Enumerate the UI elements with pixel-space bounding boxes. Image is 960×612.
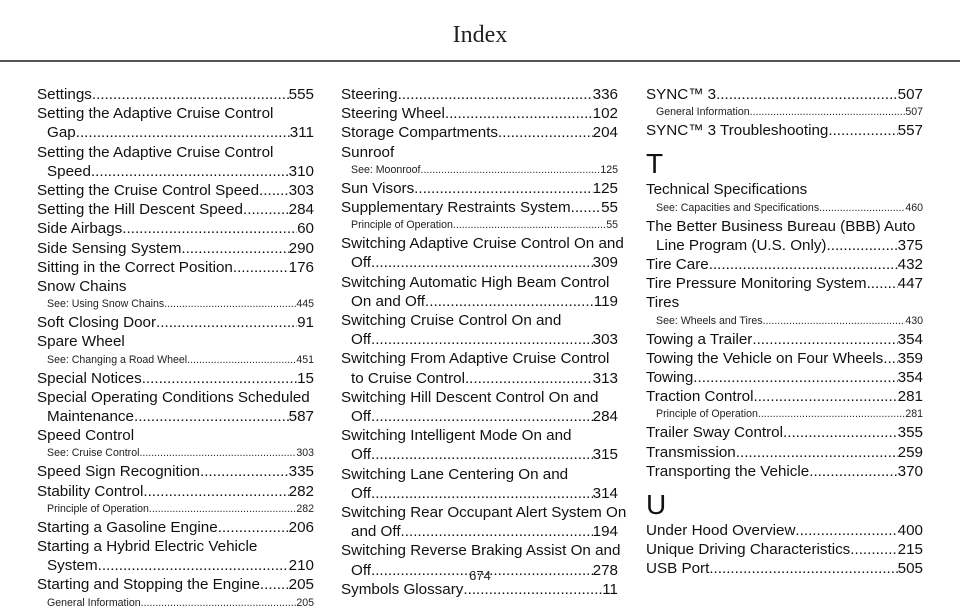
index-entry-heading: Switching Intelligent Mode On and bbox=[341, 427, 572, 445]
dot-leader bbox=[156, 313, 297, 332]
page-reference: 15 bbox=[297, 369, 314, 387]
entry-text: Setting the Cruise Control Speed bbox=[37, 182, 260, 200]
entry-text: Gap bbox=[47, 124, 76, 142]
index-entry-heading: Special Operating Conditions Scheduled bbox=[37, 388, 310, 406]
page-reference: 313 bbox=[592, 369, 618, 387]
index-entry bbox=[341, 445, 618, 464]
index-entry bbox=[646, 368, 923, 387]
entry-text: Towing the Vehicle on Four Wheels bbox=[646, 349, 884, 367]
page-title: Index bbox=[452, 22, 508, 48]
entry-text: General Information bbox=[47, 596, 141, 609]
dot-leader bbox=[819, 200, 905, 217]
index-entry-heading: Switching Cruise Control On and bbox=[341, 312, 562, 330]
dot-leader bbox=[141, 595, 297, 612]
index-entry bbox=[37, 482, 314, 501]
page-reference: 194 bbox=[592, 523, 618, 541]
entry-text: Line Program (U.S. Only) bbox=[656, 236, 827, 254]
page-reference: 336 bbox=[592, 86, 618, 103]
page-reference: 55 bbox=[601, 199, 618, 217]
entry-text: See: Wheels and Tires bbox=[656, 314, 763, 327]
page-reference: 278 bbox=[592, 561, 618, 579]
entry-text: Principle of Operation bbox=[656, 408, 758, 421]
dot-leader bbox=[371, 330, 593, 349]
index-entry bbox=[37, 518, 314, 537]
entry-text: Transmission bbox=[646, 443, 736, 461]
page-reference: 309 bbox=[592, 254, 618, 272]
index-entry-heading: Setting the Adaptive Cruise Control bbox=[37, 143, 274, 161]
index-entry-heading: Switching Rear Occupant Alert System On bbox=[341, 504, 627, 522]
page-reference: 311 bbox=[289, 124, 314, 142]
entry-text: See: Cruise Control bbox=[47, 447, 140, 460]
dot-leader bbox=[716, 85, 898, 104]
index-entry-heading: Switching Reverse Braking Assist On and bbox=[341, 542, 621, 560]
index-entry-heading: Switching Hill Descent Control On and bbox=[341, 388, 599, 406]
entry-text: Sitting in the Correct Position bbox=[37, 258, 233, 276]
page-reference: 210 bbox=[288, 557, 314, 575]
index-entry-heading: Tires bbox=[646, 294, 680, 312]
entry-text: Off bbox=[351, 331, 371, 349]
section-letter: T bbox=[646, 148, 664, 180]
entry-text: to Cruise Control bbox=[351, 369, 465, 387]
index-subentry bbox=[37, 296, 314, 313]
index-entry-heading: Switching Lane Centering On and bbox=[341, 465, 569, 483]
page-reference: 60 bbox=[297, 220, 314, 238]
index-entry-heading: Switching Automatic High Beam Control bbox=[341, 273, 610, 291]
index-entry-heading: Sunroof bbox=[341, 143, 395, 161]
page-reference: 282 bbox=[296, 502, 314, 515]
index-entry bbox=[341, 522, 618, 541]
entry-text: System bbox=[47, 557, 98, 575]
entry-text: Sun Visors bbox=[341, 179, 415, 197]
entry-text: Unique Driving Characteristics bbox=[646, 541, 851, 559]
index-entry bbox=[37, 162, 314, 181]
index-entry bbox=[646, 255, 923, 274]
entry-text: Setting the Hill Descent Speed bbox=[37, 201, 243, 219]
page-reference: 55 bbox=[606, 219, 618, 232]
dot-leader bbox=[795, 521, 897, 540]
dot-leader bbox=[92, 85, 289, 104]
index-entry-heading: The Better Business Bureau (BBB) Auto bbox=[646, 217, 916, 235]
entry-text: Tire Care bbox=[646, 256, 709, 274]
header-divider bbox=[0, 60, 960, 62]
page-reference: 125 bbox=[592, 179, 618, 197]
index-column-2 bbox=[341, 85, 627, 599]
index-entry bbox=[646, 349, 923, 368]
index-subentry bbox=[37, 445, 314, 462]
entry-text: Tire Pressure Monitoring System bbox=[646, 275, 867, 293]
dot-leader bbox=[753, 387, 897, 406]
entry-text: Storage Compartments bbox=[341, 124, 499, 142]
entry-text: Trailer Sway Control bbox=[646, 424, 784, 442]
page-reference: 335 bbox=[288, 463, 314, 481]
entry-text: SYNC™ 3 Troubleshooting bbox=[646, 122, 829, 140]
page-reference: 354 bbox=[897, 330, 923, 348]
index-entry bbox=[37, 462, 314, 481]
page-reference: 505 bbox=[897, 560, 923, 578]
index-column-3 bbox=[646, 85, 923, 579]
page-reference: 557 bbox=[897, 122, 923, 140]
page-reference: 91 bbox=[297, 314, 314, 332]
dot-leader bbox=[143, 482, 288, 501]
page-reference: 430 bbox=[905, 314, 923, 327]
entry-text: Side Airbags bbox=[37, 220, 123, 238]
page-reference: 290 bbox=[288, 239, 314, 257]
index-entry bbox=[646, 274, 923, 293]
index-entry bbox=[646, 85, 923, 104]
index-entry bbox=[341, 85, 618, 104]
index-entry-heading: Technical Specifications bbox=[646, 181, 808, 199]
page-reference: 355 bbox=[897, 424, 923, 442]
page-reference: 215 bbox=[897, 541, 923, 559]
dot-leader bbox=[401, 522, 593, 541]
entry-text: Steering bbox=[341, 86, 398, 103]
index-entry-heading: Spare Wheel bbox=[37, 333, 125, 351]
index-entry-heading: Setting the Adaptive Cruise Control bbox=[37, 105, 274, 123]
index-subentry bbox=[341, 217, 618, 234]
page-reference: 284 bbox=[592, 408, 618, 426]
dot-leader bbox=[736, 443, 898, 462]
dot-leader bbox=[414, 179, 592, 198]
page-reference: 281 bbox=[905, 408, 923, 421]
page-reference: 451 bbox=[296, 353, 314, 366]
section-letter: U bbox=[646, 489, 667, 521]
entry-text: Towing bbox=[646, 369, 694, 387]
page-reference: 176 bbox=[288, 258, 314, 276]
entry-text: Soft Closing Door bbox=[37, 314, 157, 332]
dot-leader bbox=[445, 104, 593, 123]
index-entry bbox=[341, 179, 618, 198]
page-reference: 125 bbox=[600, 163, 618, 176]
dot-leader bbox=[498, 123, 593, 142]
dot-leader bbox=[758, 406, 905, 423]
index-entry bbox=[341, 198, 618, 217]
dot-leader bbox=[827, 236, 898, 255]
entry-text: Special Notices bbox=[37, 369, 142, 387]
dot-leader bbox=[122, 219, 297, 238]
index-subentry bbox=[646, 406, 923, 423]
dot-leader bbox=[421, 162, 601, 179]
dot-leader bbox=[709, 255, 898, 274]
index-entry bbox=[341, 407, 618, 426]
dot-leader bbox=[371, 445, 593, 464]
entry-text: Stability Control bbox=[37, 482, 144, 500]
index-entry-heading: Speed Control bbox=[37, 427, 135, 445]
page-reference: 375 bbox=[897, 236, 923, 254]
page-reference: 400 bbox=[897, 522, 923, 540]
dot-leader bbox=[259, 181, 289, 200]
entry-text: Symbols Glossary bbox=[341, 580, 464, 598]
page-reference: 303 bbox=[592, 331, 618, 349]
page-reference: 359 bbox=[897, 349, 923, 367]
dot-leader bbox=[243, 200, 289, 219]
entry-text: Principle of Operation bbox=[351, 219, 453, 232]
page-reference: 447 bbox=[897, 275, 923, 293]
page-reference: 315 bbox=[592, 446, 618, 464]
index-entry bbox=[646, 540, 923, 559]
dot-leader bbox=[750, 104, 906, 121]
dot-leader bbox=[200, 462, 289, 481]
page-reference: 460 bbox=[905, 201, 923, 214]
index-entry bbox=[37, 407, 314, 426]
page-reference: 205 bbox=[288, 576, 314, 594]
entry-text: Under Hood Overview bbox=[646, 522, 796, 540]
page-reference: 432 bbox=[897, 256, 923, 274]
entry-text: USB Port bbox=[646, 560, 710, 578]
page-reference: 281 bbox=[897, 388, 923, 406]
index-entry bbox=[646, 236, 923, 255]
dot-leader bbox=[218, 518, 289, 537]
dot-leader bbox=[763, 313, 906, 330]
dot-leader bbox=[371, 484, 593, 503]
entry-text: Side Sensing System bbox=[37, 239, 182, 257]
page-reference: 119 bbox=[593, 292, 618, 310]
dot-leader bbox=[783, 423, 898, 442]
index-entry bbox=[341, 123, 618, 142]
index-entry bbox=[646, 443, 923, 462]
dot-leader bbox=[867, 274, 898, 293]
page-reference: 205 bbox=[296, 596, 314, 609]
page-reference: 282 bbox=[288, 482, 314, 500]
page-number: 674 bbox=[469, 568, 491, 583]
page-reference: 204 bbox=[592, 124, 618, 142]
dot-leader bbox=[139, 445, 296, 462]
entry-text: On and Off bbox=[351, 292, 426, 310]
entry-text: Starting and Stopping the Engine bbox=[37, 576, 260, 594]
index-entry bbox=[37, 200, 314, 219]
dot-leader bbox=[91, 162, 289, 181]
index-entry bbox=[37, 239, 314, 258]
entry-text: Starting a Gasoline Engine bbox=[37, 518, 218, 536]
entry-text: Off bbox=[351, 408, 371, 426]
index-entry bbox=[37, 181, 314, 200]
dot-leader bbox=[693, 368, 897, 387]
index-entry-heading: Starting a Hybrid Electric Vehicle bbox=[37, 538, 258, 556]
index-entry-heading: Snow Chains bbox=[37, 278, 127, 296]
dot-leader bbox=[425, 292, 594, 311]
entry-text: Off bbox=[351, 446, 371, 464]
page-reference: 206 bbox=[288, 518, 314, 536]
dot-leader bbox=[809, 462, 897, 481]
index-entry bbox=[341, 484, 618, 503]
entry-text: General Information bbox=[656, 106, 750, 119]
index-entry bbox=[646, 330, 923, 349]
index-entry bbox=[341, 330, 618, 349]
dot-leader bbox=[187, 352, 296, 369]
dot-leader bbox=[850, 540, 897, 559]
dot-leader bbox=[752, 330, 897, 349]
index-entry-heading: Switching From Adaptive Cruise Control bbox=[341, 350, 610, 368]
page-reference: 259 bbox=[897, 443, 923, 461]
dot-leader bbox=[465, 369, 593, 388]
dot-leader bbox=[181, 239, 288, 258]
index-entry-heading: Switching Adaptive Cruise Control On and bbox=[341, 235, 624, 253]
dot-leader bbox=[134, 407, 289, 426]
dot-leader bbox=[453, 217, 606, 234]
index-entry bbox=[341, 253, 618, 272]
entry-text: Settings bbox=[37, 86, 92, 103]
index-entry bbox=[341, 369, 618, 388]
entry-text: Off bbox=[351, 254, 371, 272]
index-subentry bbox=[37, 352, 314, 369]
entry-text: Steering Wheel bbox=[341, 105, 445, 123]
dot-leader bbox=[233, 258, 289, 277]
entry-text: and Off bbox=[351, 523, 401, 541]
entry-text: Principle of Operation bbox=[47, 502, 149, 515]
page-reference: 11 bbox=[602, 580, 618, 598]
dot-leader bbox=[571, 198, 602, 217]
entry-text: Speed bbox=[47, 162, 91, 180]
index-subentry bbox=[646, 200, 923, 217]
index-subentry bbox=[646, 104, 923, 121]
entry-text: Maintenance bbox=[47, 408, 134, 426]
page-reference: 587 bbox=[288, 408, 314, 426]
index-entry bbox=[646, 121, 923, 140]
entry-text: See: Capacities and Specifications bbox=[656, 201, 820, 214]
page-reference: 303 bbox=[288, 182, 314, 200]
dot-leader bbox=[828, 121, 897, 140]
dot-leader bbox=[398, 85, 593, 104]
index-entry bbox=[37, 219, 314, 238]
index-entry bbox=[646, 387, 923, 406]
index-entry bbox=[341, 292, 618, 311]
index-entry bbox=[37, 313, 314, 332]
index-entry bbox=[37, 258, 314, 277]
dot-leader bbox=[142, 369, 297, 388]
entry-text: Off bbox=[351, 561, 371, 579]
index-subentry bbox=[37, 501, 314, 518]
page-reference: 555 bbox=[288, 86, 314, 103]
dot-leader bbox=[371, 253, 593, 272]
page-reference: 102 bbox=[592, 105, 618, 123]
index-entry bbox=[646, 521, 923, 540]
index-subentry bbox=[37, 595, 314, 612]
page-reference: 507 bbox=[897, 86, 923, 103]
index-entry bbox=[37, 123, 314, 142]
index-entry bbox=[37, 369, 314, 388]
index-subentry bbox=[646, 313, 923, 330]
index-entry bbox=[646, 423, 923, 442]
page-reference: 354 bbox=[897, 369, 923, 387]
page-reference: 370 bbox=[897, 462, 923, 480]
page-reference: 310 bbox=[288, 162, 314, 180]
page-reference: 303 bbox=[296, 447, 314, 460]
entry-text: Transporting the Vehicle bbox=[646, 462, 810, 480]
entry-text: Supplementary Restraints System bbox=[341, 199, 571, 217]
page-reference: 507 bbox=[905, 106, 923, 119]
dot-leader bbox=[883, 349, 897, 368]
page-reference: 314 bbox=[592, 484, 618, 502]
dot-leader bbox=[76, 123, 290, 142]
entry-text: See: Moonroof bbox=[351, 163, 421, 176]
entry-text: Speed Sign Recognition bbox=[37, 463, 200, 481]
index-entry bbox=[341, 104, 618, 123]
index-entry bbox=[37, 85, 314, 104]
page-reference: 284 bbox=[288, 201, 314, 219]
dot-leader bbox=[164, 296, 296, 313]
index-entry bbox=[646, 462, 923, 481]
entry-text: Traction Control bbox=[646, 388, 754, 406]
entry-text: Towing a Trailer bbox=[646, 330, 753, 348]
entry-text: Off bbox=[351, 484, 371, 502]
index-column-1 bbox=[37, 85, 314, 612]
index-subentry bbox=[341, 162, 618, 179]
entry-text: See: Changing a Road Wheel bbox=[47, 353, 188, 366]
page-reference: 445 bbox=[296, 298, 314, 311]
dot-leader bbox=[149, 501, 296, 518]
dot-leader bbox=[371, 407, 593, 426]
entry-text: SYNC™ 3 bbox=[646, 86, 717, 103]
entry-text: See: Using Snow Chains bbox=[47, 298, 165, 311]
